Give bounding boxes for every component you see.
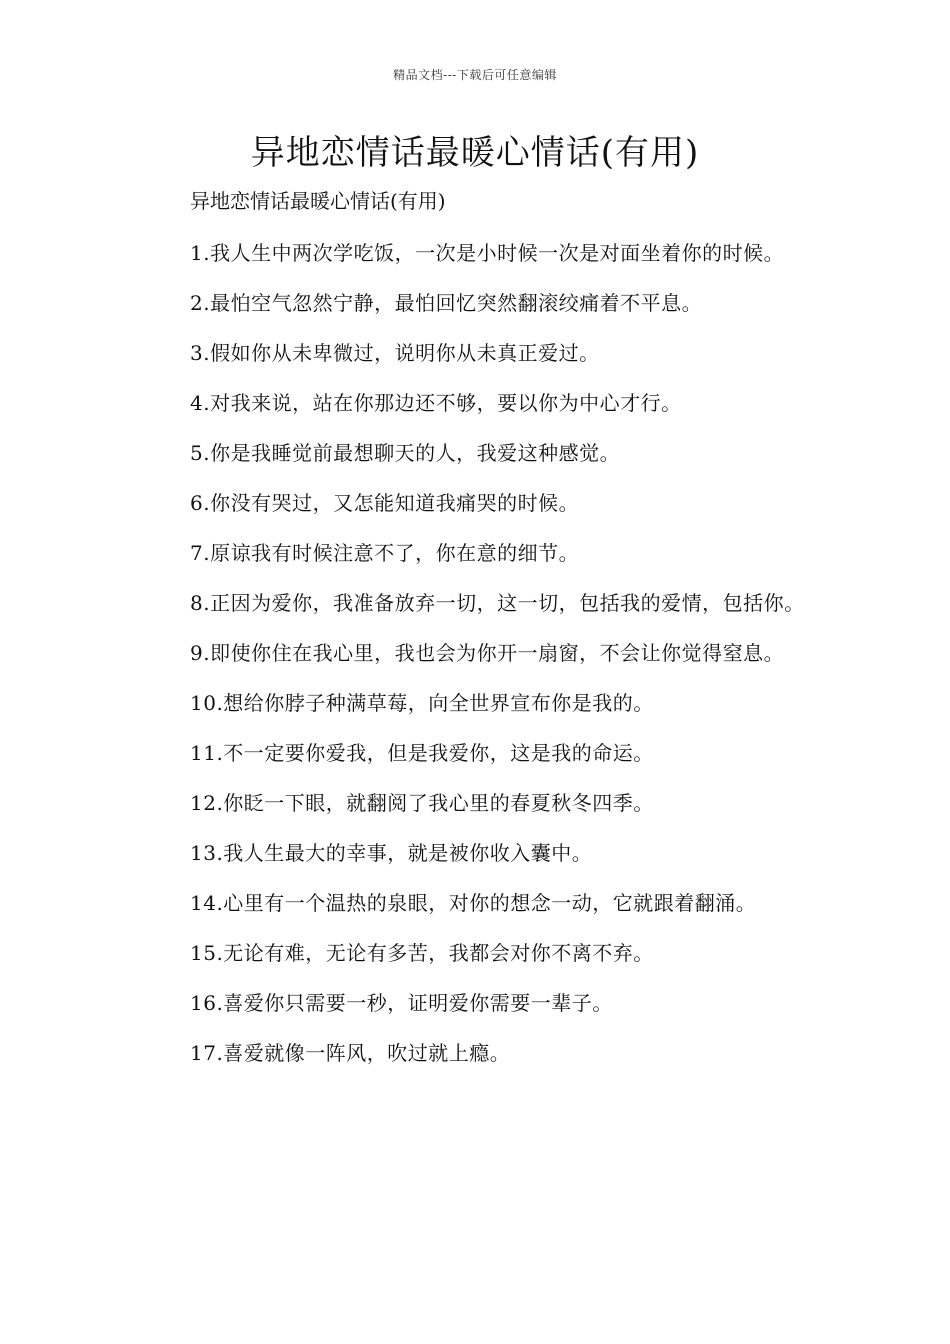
list-item: 13.我人生最大的幸事，就是被你收入囊中。: [190, 841, 593, 865]
list-item: 2.最怕空气忽然宁静，最怕回忆突然翻滚绞痛着不平息。: [190, 291, 703, 315]
list-item: 10.想给你脖子种满草莓，向全世界宣布你是我的。: [190, 691, 654, 715]
page-header: 精品文档---下载后可任意编辑: [393, 68, 557, 82]
document-subtitle: 异地恋情话最暖心情话(有用): [190, 189, 446, 213]
list-item: 9.即使你住在我心里，我也会为你开一扇窗，不会让你觉得窒息。: [190, 641, 785, 665]
list-item: 4.对我来说，站在你那边还不够，要以你为中心才行。: [190, 391, 682, 415]
list-item: 6.你没有哭过，又怎能知道我痛哭的时候。: [190, 491, 580, 515]
list-item: 17.喜爱就像一阵风，吹过就上瘾。: [190, 1041, 511, 1065]
list-item: 12.你眨一下眼，就翻阅了我心里的春夏秋冬四季。: [190, 791, 654, 815]
document-body: [145, 178, 805, 1078]
list-item: 7.原谅我有时候注意不了，你在意的细节。: [190, 541, 580, 565]
list-item: 16.喜爱你只需要一秒，证明爱你需要一辈子。: [190, 991, 613, 1015]
list-item: 5.你是我睡觉前最想聊天的人，我爱这种感觉。: [190, 441, 621, 465]
list-item: 11.不一定要你爱我，但是我爱你，这是我的命运。: [190, 741, 654, 765]
list-item: 15.无论有难，无论有多苦，我都会对你不离不弃。: [190, 941, 654, 965]
list-item: 3.假如你从未卑微过，说明你从未真正爱过。: [190, 341, 600, 365]
list-item: 1.我人生中两次学吃饭，一次是小时候一次是对面坐着你的时候。: [190, 241, 785, 265]
list-item: 14.心里有一个温热的泉眼，对你的想念一动，它就跟着翻涌。: [190, 891, 757, 915]
document-title: 异地恋情话最暖心情话(有用): [250, 133, 700, 173]
list-item: 8.正因为爱你，我准备放弃一切，这一切，包括我的爱情，包括你。: [190, 591, 805, 615]
